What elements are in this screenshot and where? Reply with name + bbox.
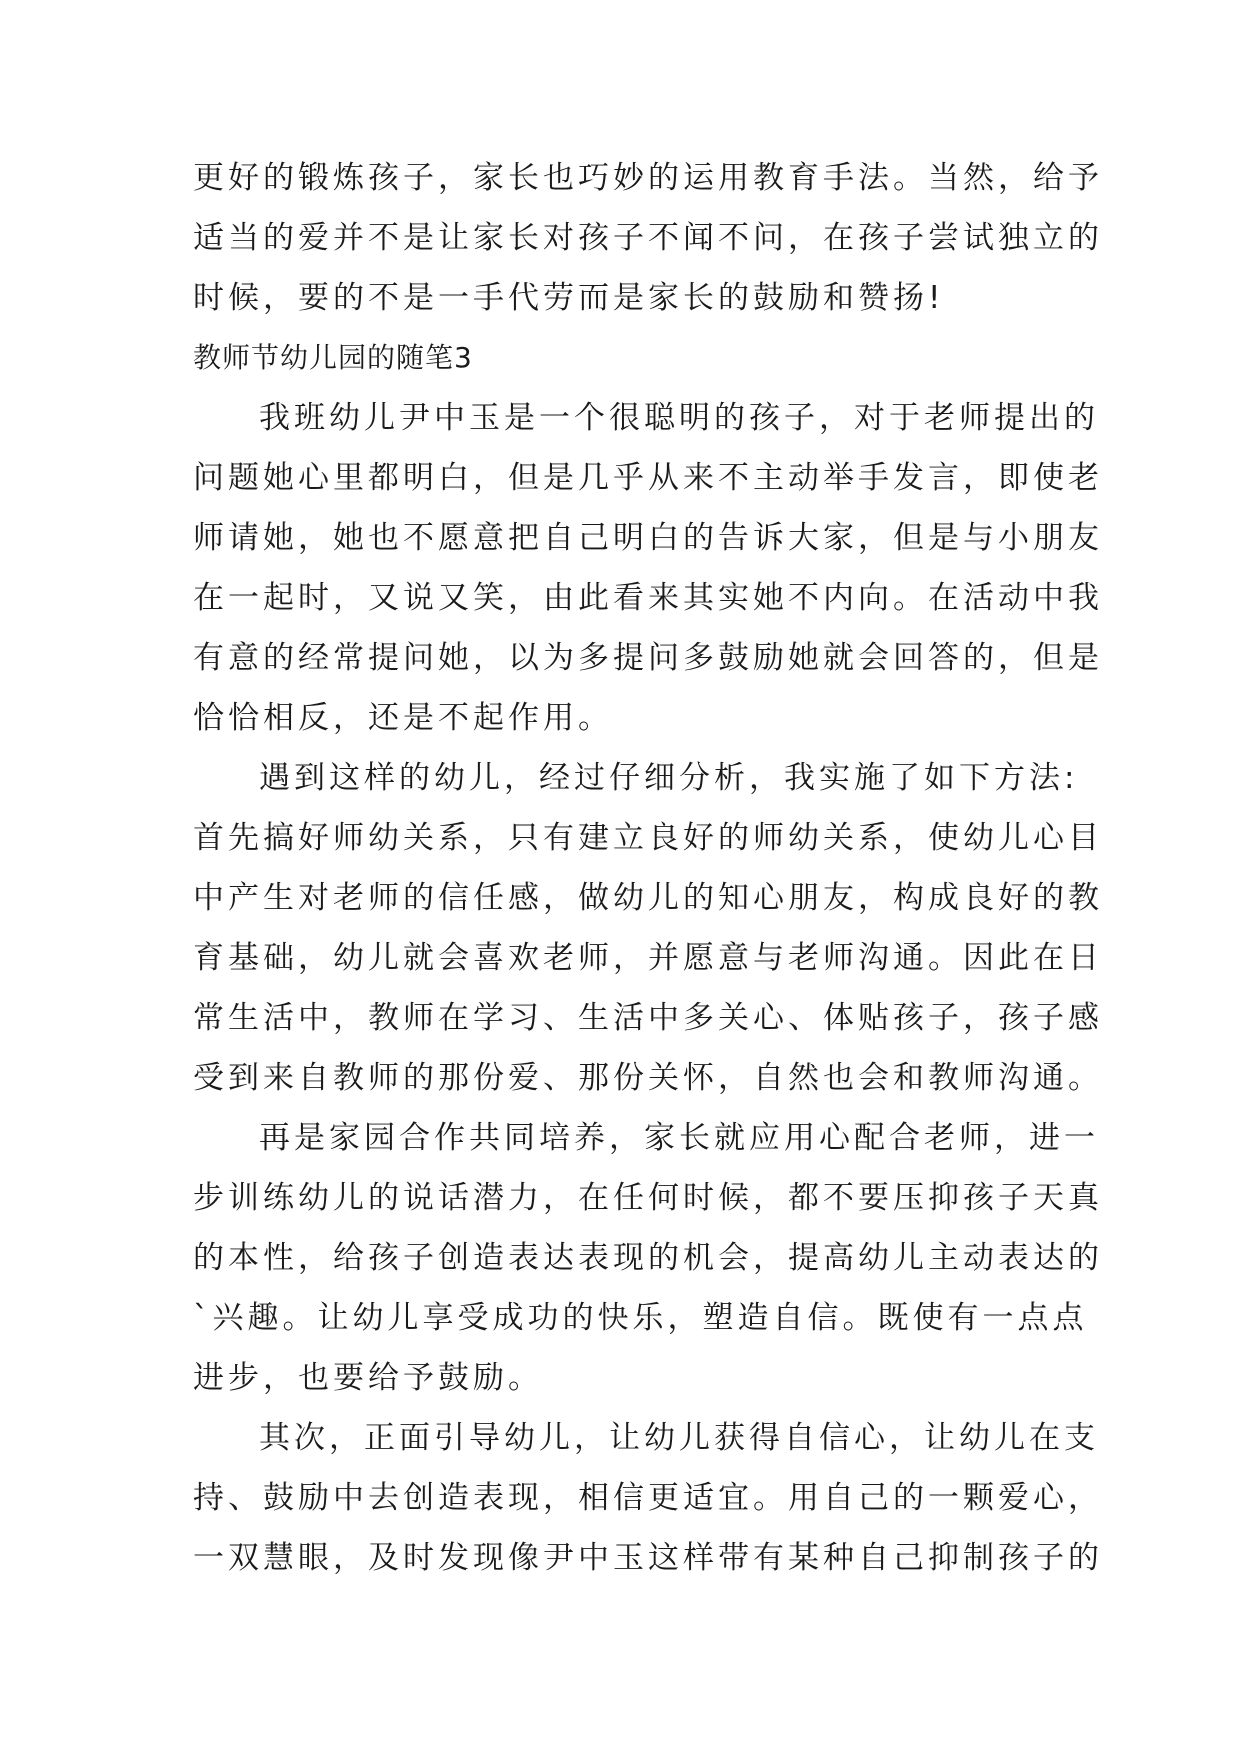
text-line: 有意的经常提问她，以为多提问多鼓励她就会回答的，但是 <box>193 640 1103 676</box>
text-line: 育基础，幼儿就会喜欢老师，并愿意与老师沟通。因此在日 <box>193 940 1103 976</box>
paragraph-continued <box>193 148 1103 328</box>
text-line: 常生活中，教师在学习、生活中多关心、体贴孩子，孩子感 <box>193 1000 1103 1036</box>
text-line: 师请她，她也不愿意把自己明白的告诉大家，但是与小朋友 <box>193 520 1103 556</box>
text-line: 进步，也要给予鼓励。 <box>193 1360 543 1396</box>
text-line: 的本性，给孩子创造表达表现的机会，提高幼儿主动表达的 <box>193 1240 1103 1276</box>
text-line: 问题她心里都明白，但是几乎从来不主动举手发言，即使老 <box>193 460 1103 496</box>
text-line: `兴趣。让幼儿享受成功的快乐，塑造自信。既使有一点点 <box>193 1300 1088 1336</box>
text-line: 受到来自教师的那份爱、那份关怀，自然也会和教师沟通。 <box>193 1060 1103 1096</box>
text-line: 适当的爱并不是让家长对孩子不闻不问，在孩子尝试独立的 <box>193 220 1103 256</box>
text-line: 恰恰相反，还是不起作用。 <box>193 700 613 736</box>
text-line: 首先搞好师幼关系，只有建立良好的师幼关系，使幼儿心目 <box>193 820 1103 856</box>
section-title-block <box>193 328 1073 388</box>
text-line: 其次，正面引导幼儿，让幼儿获得自信心，让幼儿在支 <box>259 1420 1099 1456</box>
text-line: 时候，要的不是一手代劳而是家长的鼓励和赞扬! <box>193 280 945 316</box>
section-title: 教师节幼儿园的随笔3 <box>193 341 473 374</box>
text-line: 一双慧眼，及时发现像尹中玉这样带有某种自己抑制孩子的 <box>193 1540 1103 1576</box>
text-line: 我班幼儿尹中玉是一个很聪明的孩子，对于老师提出的 <box>259 400 1099 436</box>
text-line: 遇到这样的幼儿，经过仔细分析，我实施了如下方法: <box>259 760 1079 796</box>
text-line: 持、鼓励中去创造表现，相信更适宜。用自己的一颗爱心， <box>193 1480 1103 1516</box>
text-line: 再是家园合作共同培养，家长就应用心配合老师，进一 <box>259 1120 1099 1156</box>
paragraph-4 <box>193 1408 1103 1588</box>
text-line: 中产生对老师的信任感，做幼儿的知心朋友，构成良好的教 <box>193 880 1103 916</box>
text-line: 在一起时，又说又笑，由此看来其实她不内向。在活动中我 <box>193 580 1103 616</box>
text-line: 更好的锻炼孩子，家长也巧妙的运用教育手法。当然，给予 <box>193 160 1103 196</box>
paragraph-1 <box>193 388 1103 748</box>
paragraph-2 <box>193 748 1103 1108</box>
text-line: 步训练幼儿的说话潜力，在任何时候，都不要压抑孩子天真 <box>193 1180 1103 1216</box>
paragraph-3 <box>193 1108 1103 1408</box>
